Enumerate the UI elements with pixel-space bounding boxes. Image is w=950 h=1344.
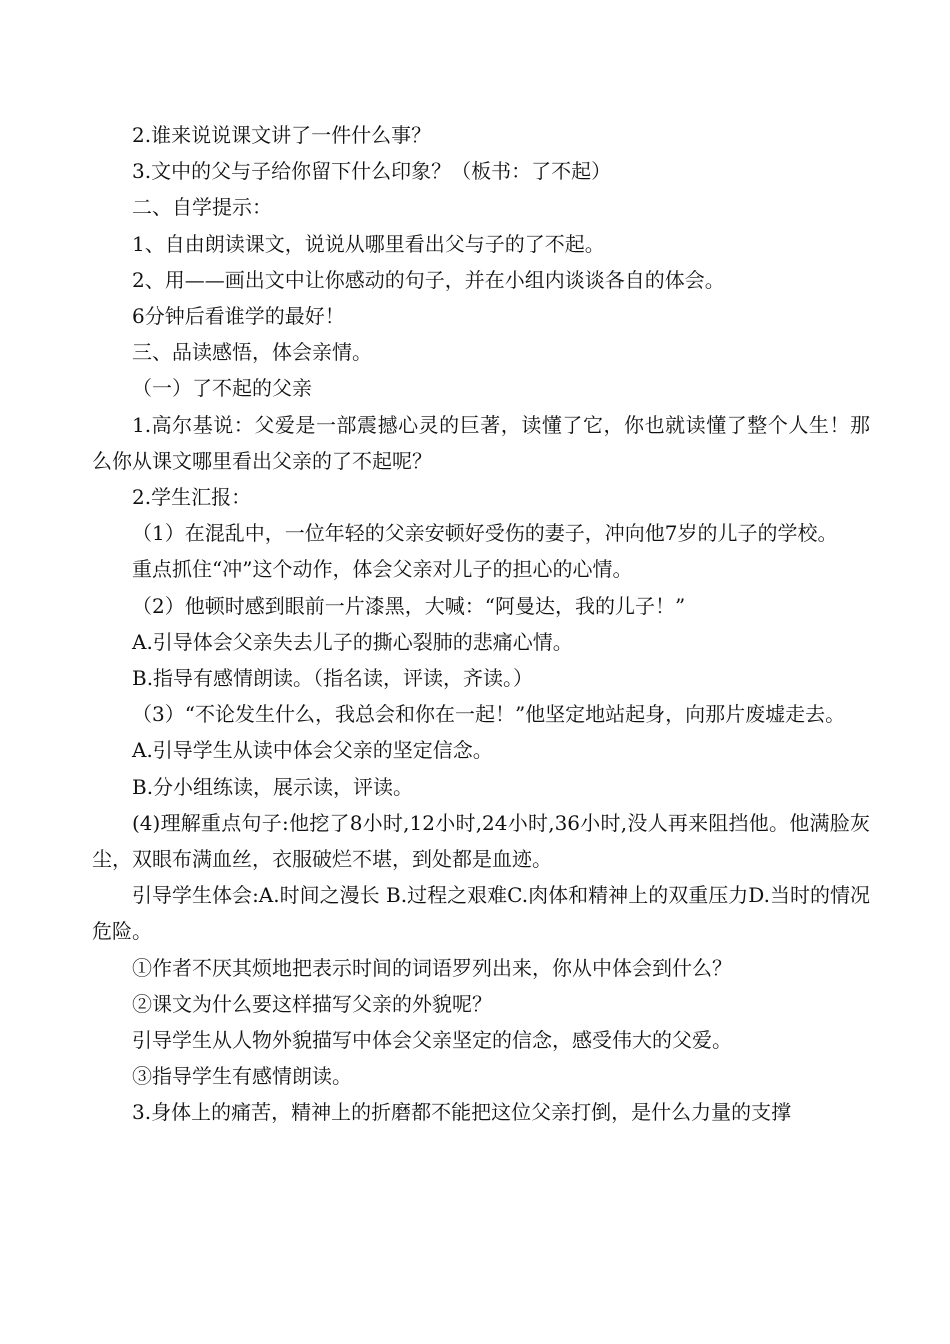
paragraph-15: B.分小组练读，展示读，评读。 xyxy=(132,774,414,799)
paragraph-9: 重点抓住“冲”这个动作，体会父亲对儿子的担心的心情。 xyxy=(132,557,633,582)
paragraph-7: 2.学生汇报： xyxy=(132,485,252,510)
subsection-heading-1: （一）了不起的父亲 xyxy=(132,376,312,401)
paragraph-13: （3）“不论发生什么，我总会和你在一起！”他坚定地站起身，向那片废墟走去。 xyxy=(132,702,846,727)
section-heading-3: 三、品读感悟，体会亲情。 xyxy=(132,340,372,365)
paragraph-17: 引导学生体会:A.时间之漫长 B.过程之艰难C.肉体和精神上的双重压力D.当时的情况危险。 xyxy=(92,883,870,944)
paragraph-11: A.引导体会父亲失去儿子的撕心裂肺的悲痛心情。 xyxy=(132,629,573,654)
paragraph-6: 1.高尔基说：父爱是一部震撼心灵的巨著，读懂了它，你也就读懂了整个人生！那么你从课文哪里看出父亲的了不起呢？ xyxy=(92,412,870,473)
paragraph-4: 2、用——画出文中让你感动的句子，并在小组内谈谈各自的体会。 xyxy=(132,267,725,292)
paragraph-14: A.引导学生从读中体会父亲的坚定信念。 xyxy=(132,738,493,763)
paragraph-18: ①作者不厌其烦地把表示时间的词语罗列出来，你从中体会到什么？ xyxy=(132,955,732,980)
paragraph-2: 3.文中的父与子给你留下什么印象？（板书：了不起） xyxy=(132,159,612,184)
paragraph-5: 6分钟后看谁学的最好！ xyxy=(132,304,345,329)
paragraph-12: B.指导有感情朗读。（指名读，评读，齐读。） xyxy=(132,666,534,691)
paragraph-1: 2.谁来说说课文讲了一件什么事？ xyxy=(132,123,432,147)
paragraph-20: 引导学生从人物外貌描写中体会父亲坚定的信念，感受伟大的父爱。 xyxy=(132,1028,732,1053)
paragraph-22: 3.身体上的痛苦，精神上的折磨都不能把这位父亲打倒，是什么力量的支撑 xyxy=(132,1100,792,1125)
paragraph-8: （1）在混乱中，一位年轻的父亲安顿好受伤的妻子，冲向他7岁的儿子的学校。 xyxy=(132,521,838,546)
section-heading-2: 二、自学提示： xyxy=(132,195,272,220)
document-body xyxy=(92,117,870,1131)
paragraph-16: (4)理解重点句子:他挖了8小时,12小时,24小时,36小时,没人再来阻挡他。他满脸灰尘，双眼布满血丝，衣服破烂不堪，到处都是血迹。 xyxy=(92,810,870,872)
paragraph-10: （2）他顿时感到眼前一片漆黑，大喊：“阿曼达，我的儿子！” xyxy=(132,593,686,618)
paragraph-3: 1、自由朗读课文，说说从哪里看出父与子的了不起。 xyxy=(132,231,605,256)
paragraph-19: ②课文为什么要这样描写父亲的外貌呢？ xyxy=(132,991,492,1016)
paragraph-21: ③指导学生有感情朗读。 xyxy=(132,1064,352,1089)
